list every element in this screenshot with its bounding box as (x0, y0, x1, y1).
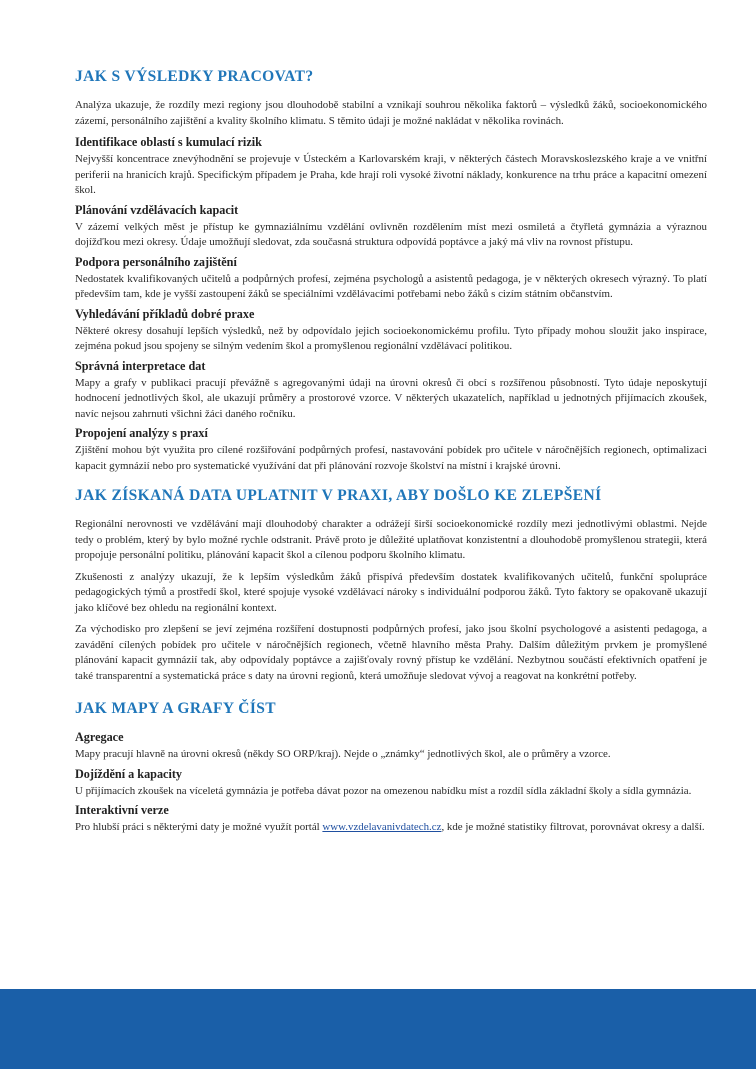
subheading-aggregation: Agregace (75, 730, 124, 744)
paragraph-data-interpretation: Mapy a grafy v publikaci pracují převážně s agregovanými údaji na úrovni okresů či obcí s rozšířenou působností. Tyto údaje neposkytují hodnocení jednotlivých škol, ale ukazují průměry a prostorové vzorce. V některých ukazatelích, například u jednotných přijímacích zkoušek, navíc nejsou zahrnuti všichni žáci daného ročníku. (75, 376, 707, 420)
footer-band (0, 989, 756, 1069)
section-heading-apply-data: JAK ZÍSKANÁ DATA UPLATNIT V PRAXI, ABY DOŠLO KE ZLEPŠENÍ (75, 487, 602, 504)
paragraph-staff-support: Nedostatek kvalifikovaných učitelů a podpůrných profesí, zejména psychologů a asistentů pedagoga, je v některých okresech výrazný. To platí především tam, kde je vyšší zastoupení žáků se speciálními vzdělávacími potřebami nebo žáků s cizím státním občanstvím. (75, 272, 707, 300)
document-page (75, 68, 707, 839)
interactive-text-before: Pro hlubší práci s některými daty je možné využít portál (75, 821, 323, 833)
section-heading-read-maps: JAK MAPY A GRAFY ČÍST (75, 700, 277, 717)
paragraph-apply-2: Zkušenosti z analýzy ukazují, že k lepším výsledkům žáků přispívá především dostatek kvalifikovaných učitelů, funkční spolupráce pedagogických týmů a prostředí škol, které spojuje vysoké vzdělávací nároky s individuální podporou žáků. Tyto faktory se opakovaně ukazují jako klíčové bez ohledu na regionální kontext. (75, 570, 707, 614)
interactive-text-after: , kde je možné statistiky filtrovat, porovnávat okresy a další. (441, 821, 705, 833)
paragraph-aggregation: Mapy pracují hlavně na úrovni okresů (někdy SO ORP/kraj). Nejde o „známky“ jednotlivých škol, ale o průměry a vzorce. (75, 748, 611, 760)
paragraph-apply-1: Regionální nerovnosti ve vzdělávání mají dlouhodobý charakter a odrážejí širší socioekonomické rozdíly mezi jednotlivými oblastmi. Nejde tedy o problém, který by bylo možné rychle odstranit. Právě proto je důležité uplatňovat konzistentní a dlouhodobě promyšlenou strategii, která propojuje personální politiku, plánování kapacit škol a cílenou podporu školního klimatu. (75, 518, 707, 561)
paragraph-risk-areas: Nejvyšší koncentrace znevýhodnění se projevuje v Ústeckém a Karlovarském kraji, v některých částech Moravskoslezského kraje a ve vnitřní periferii na hranicích krajů. Specifickým případem je Praha, kde hrají roli vysoké životní náklady, konkurence na trhu práce a kapacitní omezení škol. (75, 153, 707, 196)
subheading-commuting: Dojíždění a kapacity (75, 766, 182, 781)
subheading-analysis-practice: Propojení analýzy s praxí (75, 426, 208, 440)
paragraph-analysis-practice: Zjištění mohou být využita pro cílené rozšiřování podpůrných profesí, nastavování pobídek pro učitele v náročnějších regionech, optimalizaci kapacit gymnázií nebo pro systematické využívání dat při plánování rozvoje školství na místní i krajské úrovni. (75, 444, 707, 472)
subheading-good-practice: Vyhledávání příkladů dobré praxe (75, 306, 255, 321)
subheading-capacity-planning: Plánování vzdělávacích kapacit (75, 202, 239, 217)
section-heading-how-to-work: JAK S VÝSLEDKY PRACOVAT? (75, 68, 314, 85)
section-intro: Analýza ukazuje, že rozdíly mezi regiony jsou dlouhodobě stabilní a vznikají souhrou několika faktorů – výsledků žáků, socioekonomického zázemí, personálního zajištění a kvality školního klimatu. S těmito údaji je možné nakládat v několika rovinách. (75, 99, 707, 127)
paragraph-commuting: U přijímacích zkoušek na víceletá gymnázia je potřeba dávat pozor na omezenou nabídku míst a rozdíl sídla základní školy a sídla gymnázia. (75, 784, 692, 797)
subheading-data-interpretation: Správná interpretace dat (75, 358, 206, 373)
paragraph-capacity-planning: V zázemí velkých měst je přístup ke gymnaziálnímu vzdělání ovlivněn rozdělením míst mezi osmiletá a čtyřletá gymnázia a výraznou dojížďkou mezi okresy. Údaje umožňují sledovat, zda současná struktura odpovídá poptávce a jaký má vliv na rovnost přístupu. (75, 220, 707, 248)
paragraph-good-practice: Některé okresy dosahují lepších výsledků, než by odpovídalo jejich socioekonomickému profilu. Tyto případy mohou sloužit jako inspirace, zejména pokud jsou spojeny se silným vedením škol a promyšlenou regionální vzdělávací politikou. (75, 324, 707, 352)
paragraph-interactive (75, 820, 707, 836)
paragraph-apply-3: Za východisko pro zlepšení se jeví zejména rozšíření dostupnosti podpůrných profesí, jako jsou školní psychologové a asistenti pedagoga, a zavádění cílených pobídek pro učitele v náročnějších regionech, včetně hlavního města Prahy. Dalším důležitým prvkem je promyšlené plánování kapacit gymnázií tak, aby odpovídaly poptávce a zajišťovaly rovný přístup ke vzdělání. Nezbytnou součástí efektivních opatření je také transparentní a systematická práce s daty na úrovni regionů, která umožňuje sledovat vývoj a reagovat na konkrétní potřeby. (75, 623, 707, 682)
subheading-interactive: Interaktivní verze (75, 803, 169, 817)
subheading-staff-support: Podpora personálního zajištění (75, 254, 237, 269)
subheading-risk-areas: Identifikace oblastí s kumulací rizik (75, 135, 262, 149)
portal-link[interactable]: www.vzdelavanivdatech.cz (322, 821, 442, 833)
